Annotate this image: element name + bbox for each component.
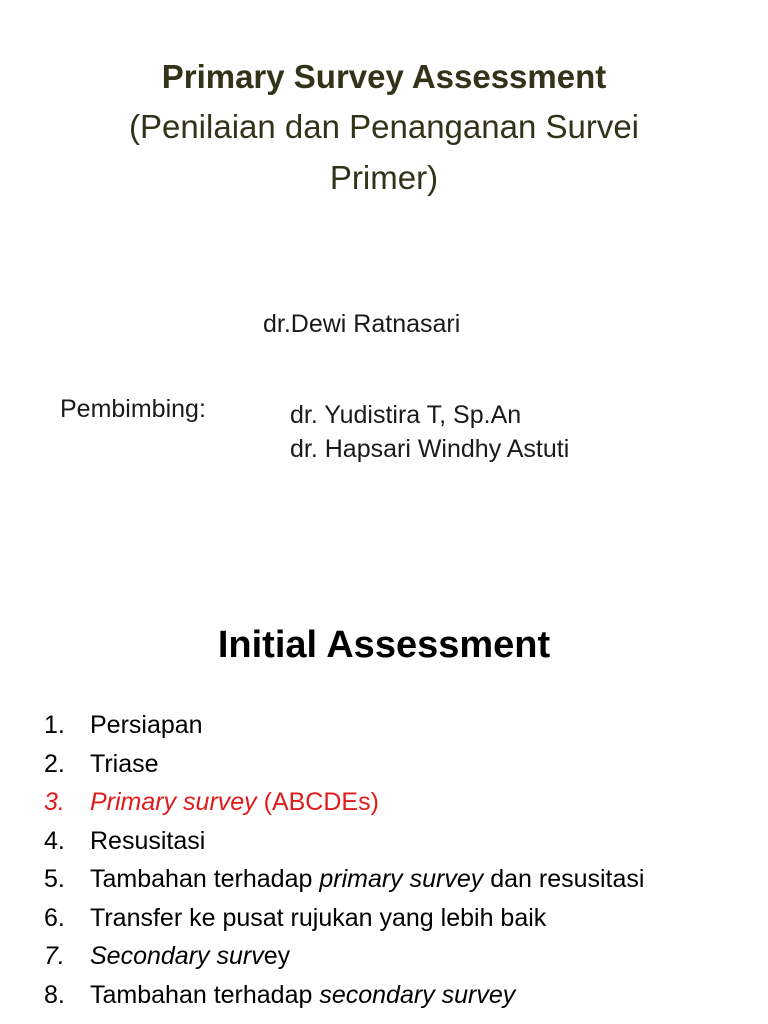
list-item [44, 903, 744, 933]
item-number: 6. [44, 903, 65, 932]
list-item [44, 826, 744, 856]
item-text-italic: secondary survey [319, 980, 516, 1009]
item-text [90, 864, 744, 894]
list-item [44, 749, 744, 779]
list-item [44, 710, 744, 740]
subtitle-line-1: (Penilaian dan Penanganan Survei [128, 108, 640, 146]
item-number: 1. [44, 711, 65, 739]
slide-title-heading [0, 52, 768, 203]
assessment-steps-list [44, 710, 744, 1018]
list-item-highlighted [44, 787, 744, 817]
supervisor-list [290, 395, 569, 470]
item-number: 3. [44, 788, 65, 816]
item-text [90, 941, 744, 971]
item-text-italic: Primary survey [90, 788, 257, 816]
supervisor-label: Pembimbing: [60, 395, 206, 423]
item-text-rest: (ABCDEs) [256, 788, 379, 816]
item-text-pre: Tambahan terhadap [90, 980, 320, 1009]
item-text [90, 787, 744, 817]
presenter-name: dr.Dewi Ratnasari [263, 310, 461, 338]
subtitle-line-2: Primer) [329, 158, 439, 196]
slide-initial-assessment [0, 576, 768, 1024]
item-text-rest: dan resusitasi [483, 865, 645, 893]
item-number: 4. [44, 826, 65, 855]
item-text: Persiapan [90, 711, 203, 739]
supervisor-name: dr. Hapsari Windhy Astuti [290, 435, 570, 463]
item-text: Transfer ke pusat rujukan yang lebih baik [90, 903, 547, 932]
list-item [44, 980, 744, 1010]
item-text [90, 980, 744, 1010]
item-number: 7. [44, 942, 65, 970]
item-number: 8. [44, 980, 65, 1009]
main-title: Primary Survey Assessment [161, 58, 607, 95]
item-text: Resusitasi [90, 826, 206, 855]
item-number: 2. [44, 749, 65, 778]
item-text-rest: ey [263, 942, 291, 970]
item-text-pre: Tambahan terhadap [90, 865, 320, 893]
item-text: Triase [90, 749, 159, 778]
list-item [44, 864, 744, 894]
supervisor-name: dr. Yudistira T, Sp.An [290, 401, 522, 429]
list-item [44, 941, 744, 971]
slide-heading: Initial Assessment [217, 624, 551, 666]
item-number: 5. [44, 865, 65, 893]
item-text-italic: Secondary surv [90, 942, 264, 970]
item-text-italic: primary survey [319, 865, 484, 893]
